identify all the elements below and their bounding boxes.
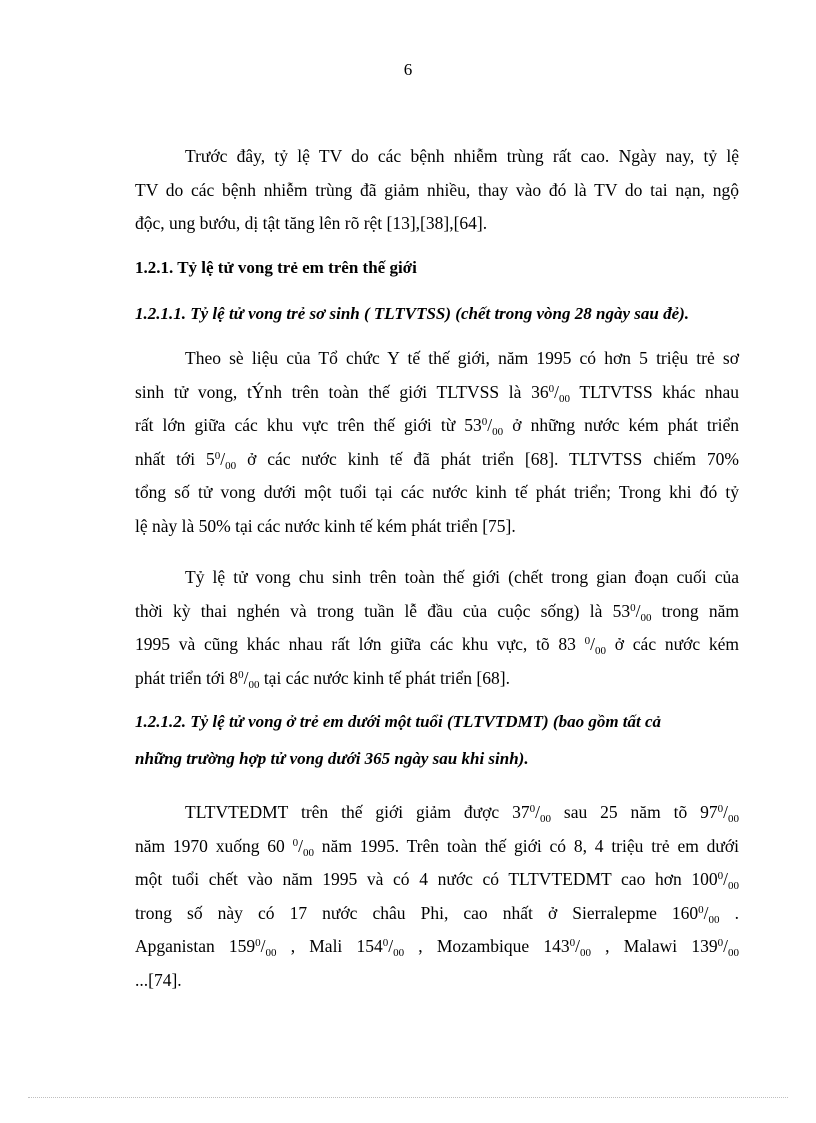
text-line: trong số này có 17 nước châu Phi, cao nhất ở Sierralepme $160^0/_{00}$ . — [135, 902, 739, 926]
text-line: nhất tới $5^0/_{00}$ ở các nước kinh tế đã phát triển [68]. TLTVTSS chiếm 70% — [135, 448, 740, 472]
text-line: sinh tử vong, tÝnh trên toàn thế giới TLTVSS là $36^0/_{00}$ TLTVTSS khác nhau — [135, 381, 739, 405]
text-line: Apganistan $159^0/_{00}$ , Mali $154^0/_{00}$ , Mozambique $143^0/_{00}$ , Malawi $139^0/_{00}$ — [135, 936, 739, 959]
text-line: TV do các bệnh nhiễm trùng đã giảm nhiều, thay vào đó là TV do tai nạn, ngộ — [135, 179, 739, 200]
text-line: năm 1970 xuống 60 $^0/_{00}$ năm 1995. Trên toàn thế giới có 8, 4 triệu trẻ em dưới — [135, 835, 739, 859]
text-line: phát triển tới $8^0/_{00}$ tại các nước kinh tế phát triển [68]. — [135, 667, 510, 691]
text-line: Trước đây, tỷ lệ TV do các bệnh nhiễm trùng rất cao. Ngày nay, tỷ lệ — [185, 146, 739, 166]
text-line: thời kỳ thai nghén và trong tuần lễ đầu của cuộc sống) là $53^0/_{00}$ trong năm — [135, 600, 739, 624]
paragraph-neonatal — [135, 342, 739, 543]
text-line: Tỷ lệ tử vong chu sinh trên toàn thế giới (chết trong gian đoạn cuối của — [185, 567, 739, 587]
text-line: rất lớn giữa các khu vực trên thế giới từ $53^0/_{00}$ ở những nước kém phát triển — [135, 415, 740, 438]
intro-paragraph — [135, 140, 739, 241]
page-number: 6 — [403, 60, 413, 79]
text-line: ...[74]. — [135, 969, 182, 990]
section-heading: 1.2.1. Tỷ lệ tử vong trẻ em trên thế giới — [135, 258, 417, 277]
heading-line: 1.2.1.2. Tỷ lệ tử vong ở trẻ em dưới một tuổi (TLTVTDMT) (bao gồm tất cả — [135, 712, 662, 731]
paragraph-infant — [135, 796, 739, 997]
text-line: một tuổi chết vào năm 1995 và có 4 nước có TLTVTEDMT cao hơn $100^0/_{00}$ — [135, 869, 739, 892]
text-line: lệ này là 50% tại các nước kinh tế kém phát triển [75]. — [135, 515, 516, 536]
footer-divider — [28, 1097, 788, 1098]
text-line: Theo sè liệu của Tổ chức Y tế thế giới, năm 1995 có hơn 5 triệu trẻ sơ — [185, 348, 739, 368]
subsection-heading: 1.2.1.1. Tỷ lệ tử vong trẻ sơ sinh ( TLTVTSS) (chết trong vòng 28 ngày sau đẻ). — [135, 304, 690, 323]
text-line: tổng số tử vong dưới một tuổi tại các nước kinh tế phát triển; Trong khi đó tỷ — [135, 482, 739, 502]
heading-line: những trường hợp tử vong dưới 365 ngày sau khi sinh). — [135, 749, 529, 768]
subsection-heading-2 — [135, 703, 745, 777]
paragraph-perinatal — [135, 561, 739, 695]
text-line: 1995 và cũng khác nhau rất lớn giữa các khu vực, tõ 83 $^0/_{00}$ ở các nước kém — [135, 634, 739, 657]
text-line: độc, ung bướu, dị tật tăng lên rõ rệt [13],[38],[64]. — [135, 213, 488, 233]
text-line: TLTVTEDMT trên thế giới giảm được $37^0/_{00}$ sau 25 năm tõ $97^0/_{00}$ — [185, 802, 739, 825]
